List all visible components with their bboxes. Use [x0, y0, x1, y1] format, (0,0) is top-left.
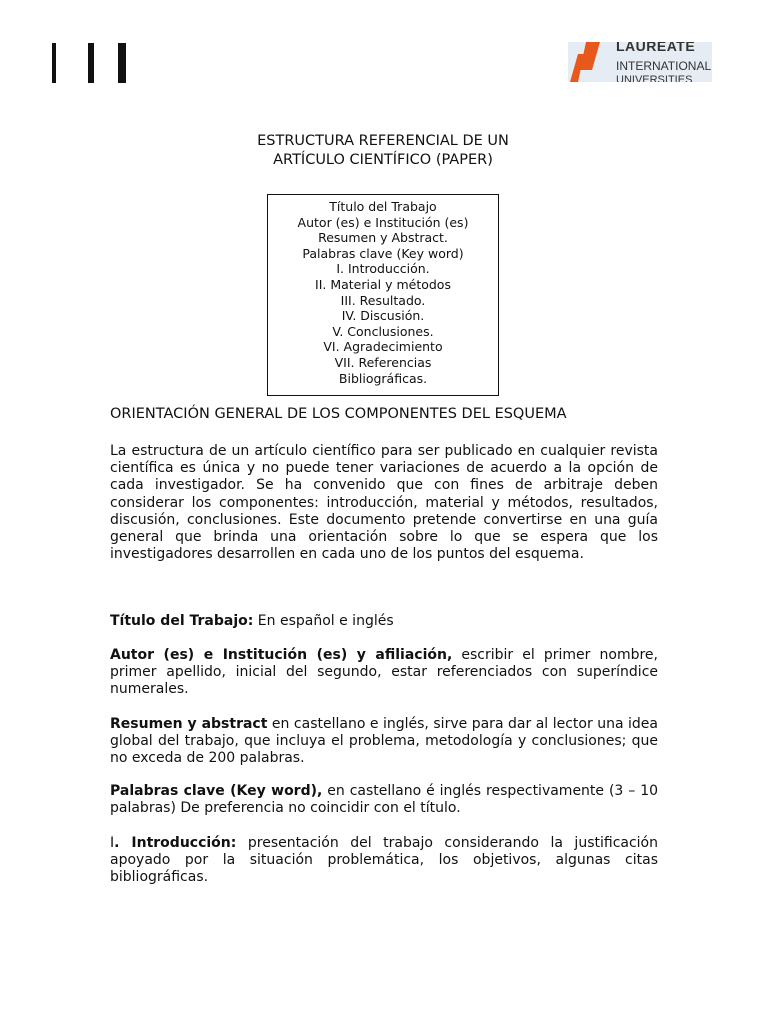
- logo-bar-1: [52, 43, 56, 83]
- item-text: en castellano e inglés, sirve para dar al lector una idea global del trabajo, que incluya el problema, metodología y conclusiones; que no exceda de 200 palabras.: [110, 716, 658, 767]
- structure-outline-box: [267, 194, 499, 396]
- item-introduccion: [110, 835, 658, 887]
- laureate-logo: [568, 42, 712, 82]
- item-text: En español e inglés: [253, 613, 394, 629]
- item-autor: [110, 647, 658, 699]
- item-numeral: I: [110, 835, 115, 851]
- left-logo: [40, 40, 168, 84]
- item-palabras-clave: [110, 783, 658, 817]
- item-titulo: [110, 613, 658, 630]
- title-line-1: ESTRUCTURA REFERENCIAL DE UN: [257, 133, 509, 149]
- outline-item: I. Introducción.: [336, 261, 430, 277]
- laureate-mark-icon: [570, 42, 600, 82]
- intro-paragraph: La estructura de un artículo científico para ser publicado en cualquier revista científica es única y no puede tener variaciones de acuerdo a la opción de cada investigador. Se ha convenido que con fines de arbitraje deben considerar los componentes: introducción, material y métodos, resultados, discusión, conclusiones. Este documento pretende convertirse en una guía general que brinda una orientación sobre lo que se espera que los investigadores desarrollen en cada uno de los puntos del esquema.: [110, 443, 658, 563]
- outline-item: VII. Referencias: [334, 354, 432, 370]
- outline-item: Palabras clave (Key word): [302, 245, 464, 261]
- outline-item: IV. Discusión.: [341, 308, 425, 324]
- outline-item: Bibliográficas.: [338, 370, 428, 386]
- document-title: [110, 132, 656, 170]
- item-text: en castellano é inglés respectivamente (3 – 10 palabras) De preferencia no coincidir con el título.: [110, 783, 659, 817]
- section-heading: ORIENTACIÓN GENERAL DE LOS COMPONENTES DEL ESQUEMA: [110, 406, 567, 422]
- logo-bar-3: [118, 43, 126, 83]
- item-label: Palabras clave (Key word),: [110, 783, 323, 799]
- item-label: . Introducción:: [114, 835, 237, 851]
- logo-bar-2: [88, 43, 94, 83]
- item-label: Título del Trabajo:: [110, 613, 254, 629]
- title-line-2: ARTÍCULO CIENTÍFICO (PAPER): [273, 152, 493, 168]
- item-label: Autor (es) e Institución (es) y afiliación,: [110, 647, 453, 663]
- outline-item: Título del Trabajo: [329, 199, 437, 214]
- outline-item: Resumen y Abstract.: [318, 230, 448, 246]
- item-label: Resumen y abstract: [110, 716, 268, 732]
- logo-text-line1: LAUREATE: [616, 42, 696, 54]
- outline-item: III. Resultado.: [340, 292, 426, 308]
- item-text: presentación del trabajo considerando la justificación apoyado por la situación problemática, los objetivos, algunas citas bibliográficas.: [110, 835, 658, 886]
- outline-item: VI. Agradecimiento: [323, 339, 443, 355]
- outline-item: Autor (es) e Institución (es): [297, 214, 469, 230]
- logo-text-line2: INTERNATIONAL: [616, 59, 712, 73]
- logo-text-line3: UNIVERSITIES: [616, 74, 693, 82]
- item-resumen: [110, 716, 658, 768]
- outline-item: V. Conclusiones.: [332, 323, 434, 339]
- outline-item: II. Material y métodos: [315, 276, 451, 292]
- item-text: escribir el primer nombre, primer apellido, inicial del segundo, estar referenciados con superíndice numerales.: [110, 647, 658, 698]
